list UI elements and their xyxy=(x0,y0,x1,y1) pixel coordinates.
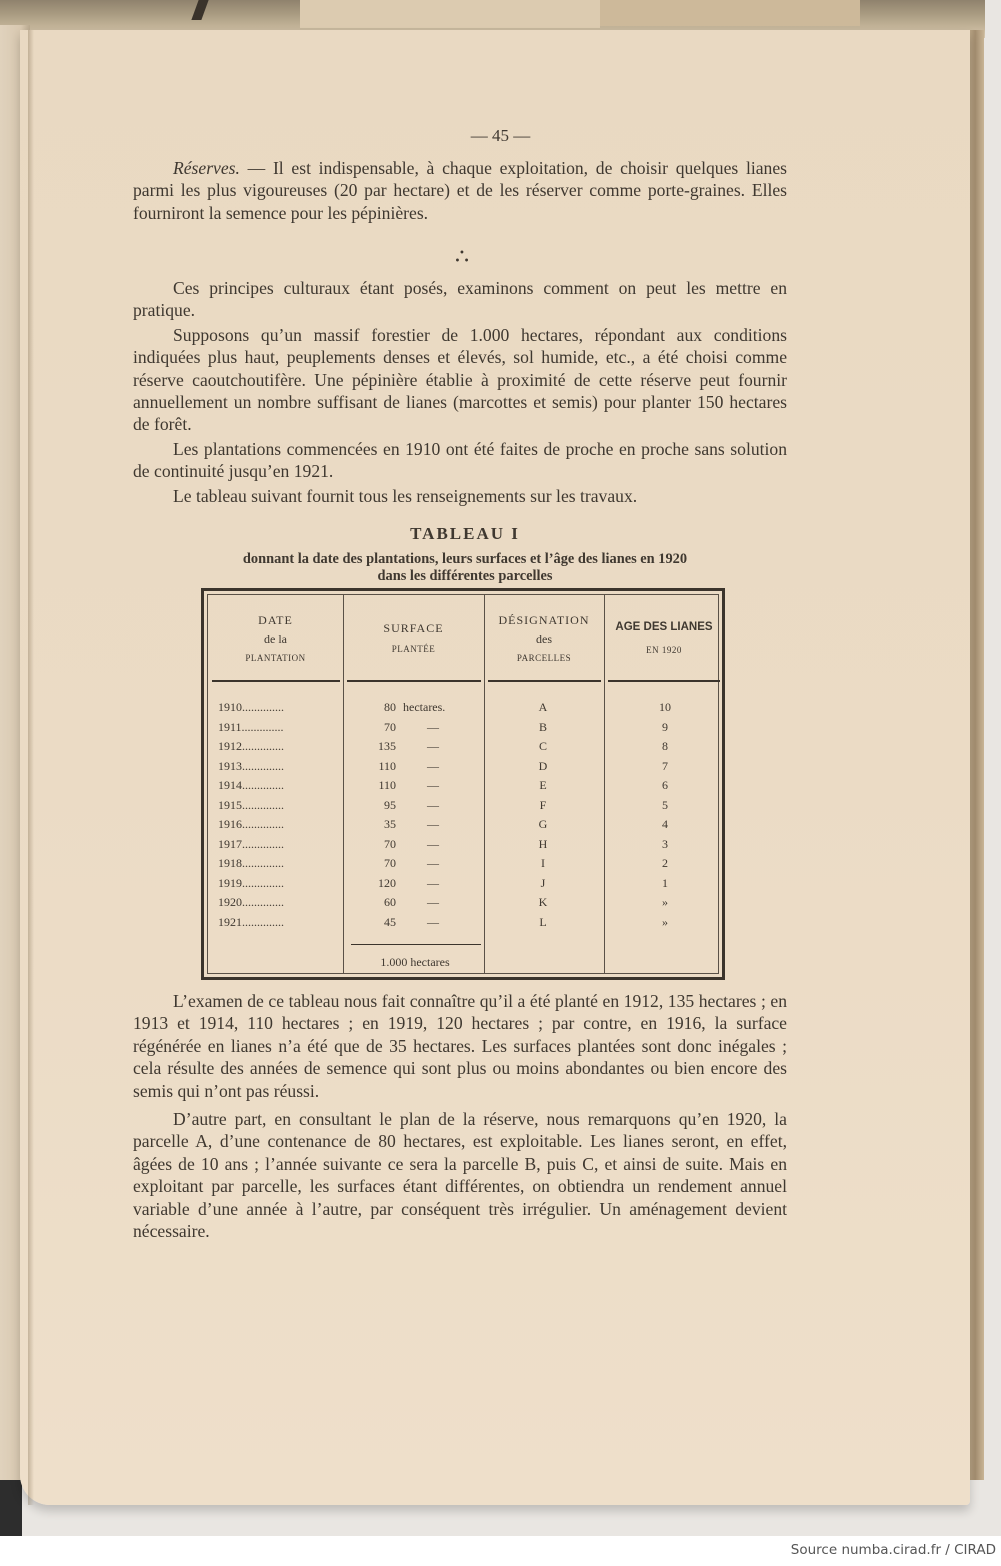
header-rule xyxy=(488,680,601,682)
reserves-label: Réserves. xyxy=(173,158,240,178)
header-rule xyxy=(347,680,481,682)
table-row: 1913.............. 110 — D 7 xyxy=(218,758,668,773)
left-dark-corner xyxy=(0,1480,22,1536)
table-row: 1919.............. 120 — J 1 xyxy=(218,875,668,890)
header-age: AGE DES LIANES EN 1920 xyxy=(615,620,713,655)
table-title: TABLEAU I xyxy=(410,524,520,543)
body-text-block-lower xyxy=(133,990,787,1242)
page-number: — 45 — xyxy=(470,126,531,145)
paragraph-plantations: Les plantations commencées en 1910 ont été faites de proche en proche sans solution de continuité jusqu’en 1921. xyxy=(133,438,787,482)
table-row: 1917.............. 70 — H 3 xyxy=(218,836,668,851)
table-body xyxy=(208,698,718,932)
table-row: 1920.............. 60 — K » xyxy=(218,895,668,909)
table-row: 1912.............. 135 — C 8 xyxy=(218,739,668,753)
paragraph-reserves xyxy=(133,157,787,224)
paragraph-examen: L’examen de ce tableau nous fait connaître qu’il a été planté en 1912, 135 hectares ; en 1913 et 1914, 110 hectares ; en 1919, 120 hectares ; par contre, en 1916, la surface régénérée en lianes n’a été que de 35 hectares. Les surfaces plantées sont donc inégales ; cela résulte des années de semence qui sont plus ou moins abondantes ou bien encore des semis qui n’ont pas réussi. xyxy=(133,991,787,1101)
table-row: 1915.............. 95 — F 5 xyxy=(218,797,668,812)
source-caption: Source numba.cirad.fr / CIRAD xyxy=(790,1542,996,1558)
table-row: 1921.............. 45 — L » xyxy=(218,914,668,929)
paragraph-principes: Ces principes culturaux étant posés, examinons comment on peut les mettre en pratique. xyxy=(133,278,787,321)
table-subtitle xyxy=(140,551,790,585)
reserves-text: — Il est indispensable, à chaque exploitation, de choisir quelques lianes parmi les plus vigoureuses (20 par hectare) et de les réserver comme porte-graines. Elles fourniront la semence pour les pépinières. xyxy=(133,158,787,223)
body-text-block xyxy=(133,277,787,507)
table-subtitle-line2: dans les différentes parcelles xyxy=(377,568,553,584)
header-designation: DÉSIGNATION des PARCELLES xyxy=(498,612,590,663)
table-row: 1911.............. 70 — B 9 xyxy=(218,719,668,734)
paragraph-supposons: Supposons qu’un massif forestier de 1.000 hectares, répondant aux conditions indiquées plus haut, peuplements denses et élevés, sol humide, etc., a été choisi comme réserve caoutchoutifère. Une pépinière établie à proximité de cette réserve peut fournir annuellement un nombre suffisant de lianes (marcottes et semis) pour planter 150 hectares de forêt. xyxy=(133,324,787,435)
header-surface: SURFACE PLANTÉE xyxy=(383,621,444,654)
table-subtitle-line1: donnant la date des plantations, leurs surfaces et l’âge des lianes en 1920 xyxy=(242,551,688,567)
book-top-page-strip xyxy=(600,0,860,26)
table-row: 1916.............. 35 — G 4 xyxy=(218,817,668,831)
book-top-page-strip xyxy=(300,0,600,28)
table-total: 1.000 hectares xyxy=(380,955,450,969)
asterism-separator: • • • xyxy=(454,248,470,267)
paragraph-tableau-intro: Le tableau suivant fournit tous les renseignements sur les travaux. xyxy=(173,485,638,506)
paragraph-autre-part: D’autre part, en consultant le plan de la réserve, nous remarquons qu’en 1920, la parcelle A, d’une contenance de 80 hectares, est exploitable. Les lianes seront, en effet, âgées de 10 ans ; l’année suivante ce sera la parcelle B, puis C, et ainsi de suite. Mais en exploitant par parcelle, les surfaces étant différentes, on obtiendra un rendement annuel variable d’une année à l’autre, par conséquent très irrégulier. Un aménagement devient nécessaire. xyxy=(133,1109,787,1242)
header-rule xyxy=(212,680,340,682)
table-row: 1910.............. 80 hectares. A 10 xyxy=(218,700,671,714)
gutter-shadow xyxy=(28,30,34,1505)
header-rule xyxy=(608,680,720,682)
table-inner-border xyxy=(207,594,719,974)
header-date: DATE de la PLANTATION xyxy=(245,612,306,663)
table-row: 1918.............. 70 — I 2 xyxy=(218,856,668,870)
total-rule xyxy=(351,944,481,945)
table-row: 1914.............. 110 — E 6 xyxy=(218,778,668,792)
plantation-table xyxy=(201,588,725,980)
